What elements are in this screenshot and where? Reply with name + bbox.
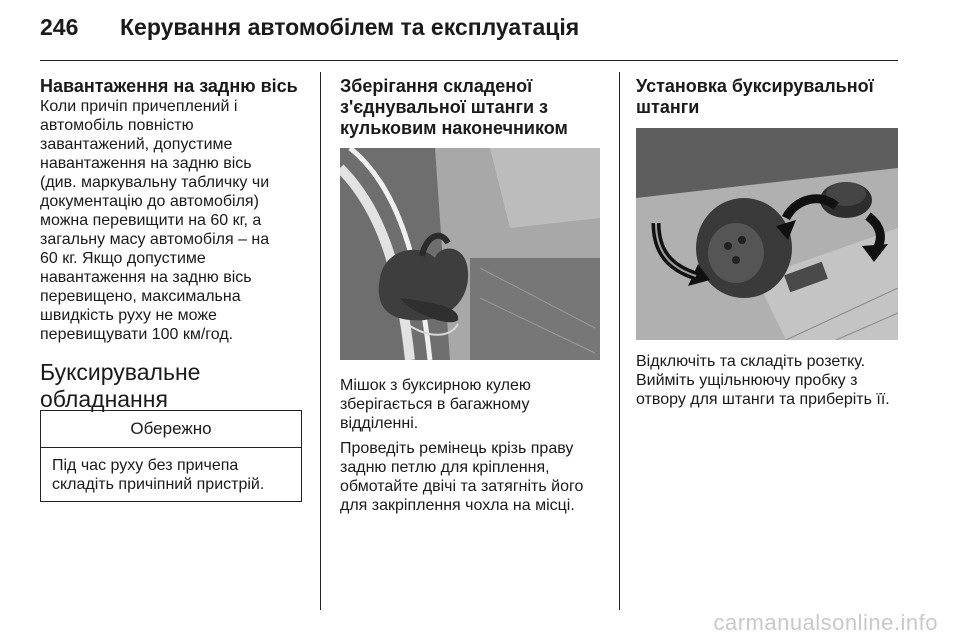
tow-bar-install-heading <box>636 76 898 118</box>
heading-line: кульковим наконечником <box>340 118 568 138</box>
column-3-text <box>636 352 898 409</box>
text-line: перевищувати 100 км/год. <box>40 326 234 343</box>
bag-caption <box>340 376 608 433</box>
page-header <box>40 14 579 41</box>
text-line: завантажений, допустиме <box>40 136 233 153</box>
column-divider-2 <box>619 72 620 610</box>
text-line: Коли причіп причеплений і <box>40 98 238 115</box>
heading-line: Зберігання складеної <box>340 76 533 96</box>
header-divider <box>40 60 898 61</box>
text-line: Під час руху без причепа <box>52 457 239 474</box>
text-line: Відключіть та складіть розетку. <box>636 353 866 370</box>
page-number: 246 <box>40 14 79 40</box>
strap-instructions <box>340 439 608 515</box>
column-3 <box>636 76 898 118</box>
text-line: документацію до автомобіля) <box>40 193 259 210</box>
towing-equipment-heading <box>40 359 312 413</box>
heading-line: штанги <box>636 97 700 117</box>
storage-heading <box>340 76 608 139</box>
heading-line: Буксирувальне <box>40 359 201 385</box>
caution-box <box>40 410 302 502</box>
text-line: (див. маркувальну табличку чи <box>40 174 270 191</box>
caution-text <box>41 448 301 494</box>
text-line: обмотайте двічі та затягніть його <box>340 478 584 495</box>
heading-line: Установка буксирувальної <box>636 76 874 96</box>
column-2 <box>340 76 608 139</box>
socket-photo <box>636 128 898 340</box>
rear-axle-load-paragraph <box>40 97 312 344</box>
text-line: складіть причіпний пристрій. <box>52 476 265 493</box>
text-line: загальну масу автомобіля – на <box>40 231 270 248</box>
text-line: Мішок з буксирною кулею <box>340 377 531 394</box>
text-line: зберігається в багажному <box>340 396 530 413</box>
text-line: навантаження на задню вісь <box>40 155 252 172</box>
text-line: можна перевищити на 60 кг, а <box>40 212 262 229</box>
text-line: для закріплення чохла на місці. <box>340 497 575 514</box>
heading-line: з'єднувальної штанги з <box>340 97 548 117</box>
caution-title: Обережно <box>41 411 301 448</box>
text-line: задню петлю для кріплення, <box>340 459 550 476</box>
heading-line: обладнання <box>40 386 168 412</box>
text-line: Проведіть ремінець крізь праву <box>340 440 574 457</box>
page-title: Керування автомобілем та експлуатація <box>120 14 580 40</box>
trunk-bag-photo <box>340 148 600 360</box>
column-2-text <box>340 376 608 515</box>
text-line: перевищено, максимальна <box>40 288 241 305</box>
text-line: відділенні. <box>340 415 419 432</box>
text-line: швидкість руху не може <box>40 307 217 324</box>
column-divider-1 <box>320 72 321 610</box>
text-line: отвору для штанги та приберіть її. <box>636 391 890 408</box>
watermark: carmanualsonline.info <box>713 610 938 635</box>
text-line: Вийміть ущільнюючу пробку з <box>636 372 858 389</box>
text-line: навантаження на задню вісь <box>40 269 252 286</box>
text-line: 60 кг. Якщо допустиме <box>40 250 206 267</box>
text-line: автомобіль повністю <box>40 117 194 134</box>
column-1 <box>40 76 312 413</box>
rear-axle-load-heading: Навантаження на задню вісь <box>40 76 298 96</box>
